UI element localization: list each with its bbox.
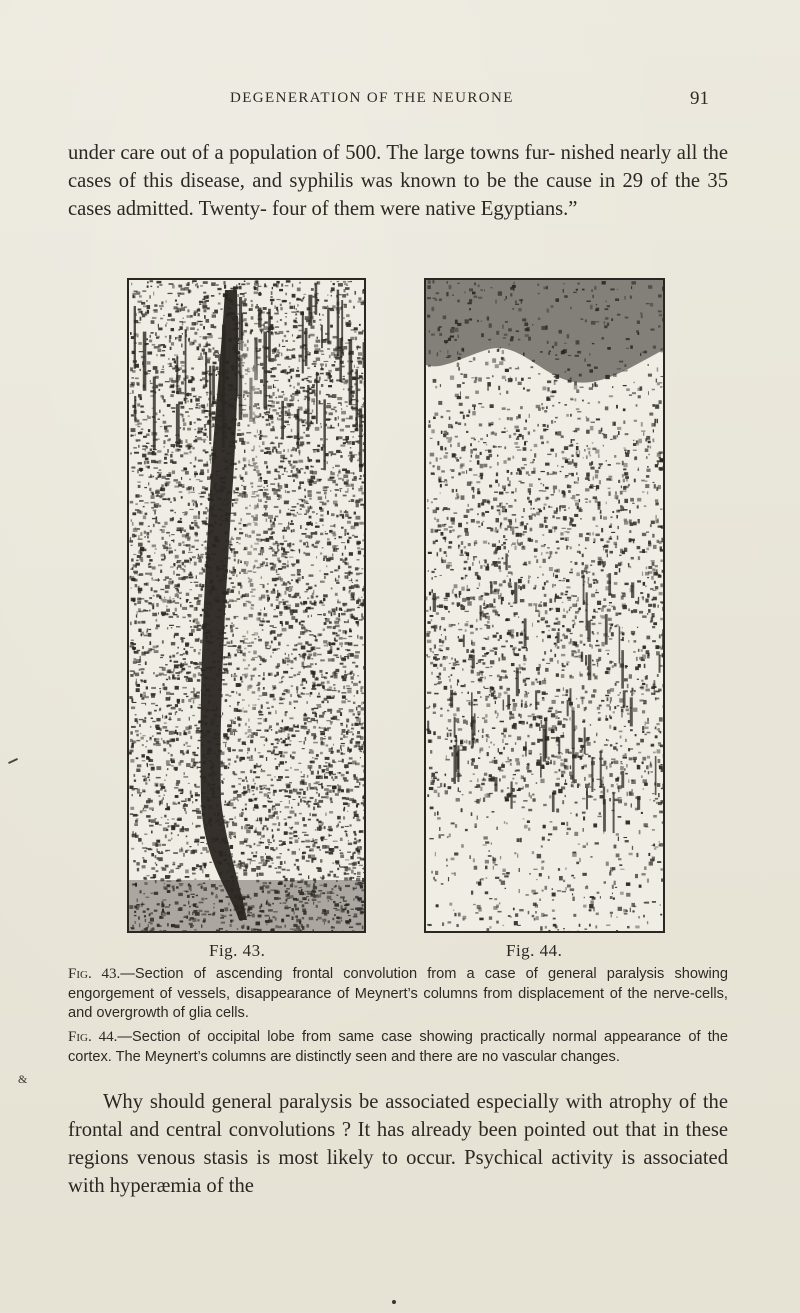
figure-44-caption: [68, 1028, 728, 1067]
figure-43-caption-text: —Section of ascending frontal convolution from a case of general paralysis showing engorgement of vessels, disappearance of Meynert’s columns from displacement of the nerve-cells, and overgrowth of glia cells.: [68, 966, 728, 1022]
margin-mark: &: [18, 1072, 28, 1086]
fig43-engraving: [129, 280, 364, 931]
paragraph-top: under care out of a population of 500. The large towns fur- nished nearly all the cases of this disease, and syphilis was known to be the cause in 29 of the 35 cases admitted. Twenty- four of them were native Egyptians.”: [68, 142, 728, 220]
running-head: [0, 88, 800, 112]
stray-dot: [392, 1300, 396, 1304]
page-number: 91: [690, 88, 709, 109]
figure-44-caption-lead: Fig. 44.: [68, 1029, 118, 1045]
figure-44-caption-text: —Section of occipital lobe from same case showing practically normal appearance of the cortex. The Meynert’s columns are distinctly seen and there are no vascular changes.: [68, 1029, 728, 1065]
figure-44-illustration: [424, 278, 665, 933]
margin-tick: [8, 758, 18, 764]
paragraph-bottom: Why should general paralysis be associated especially with atrophy of the frontal and central convolutions ? It has already been pointed out that in these regions venous stasis is most likely to occur. Psychical activity is associated with hyperæmia of the: [68, 1091, 728, 1197]
figure-43-caption: [68, 965, 728, 1024]
running-title: DEGENERATION OF THE NEURONE: [230, 90, 514, 106]
figure-43-caption-lead: Fig. 43.: [68, 966, 121, 982]
figure-43-label: Fig. 43.: [209, 941, 266, 960]
figure-43-illustration: [127, 278, 366, 933]
figure-44-label: Fig. 44.: [506, 941, 563, 960]
fig44-engraving: [426, 280, 663, 931]
